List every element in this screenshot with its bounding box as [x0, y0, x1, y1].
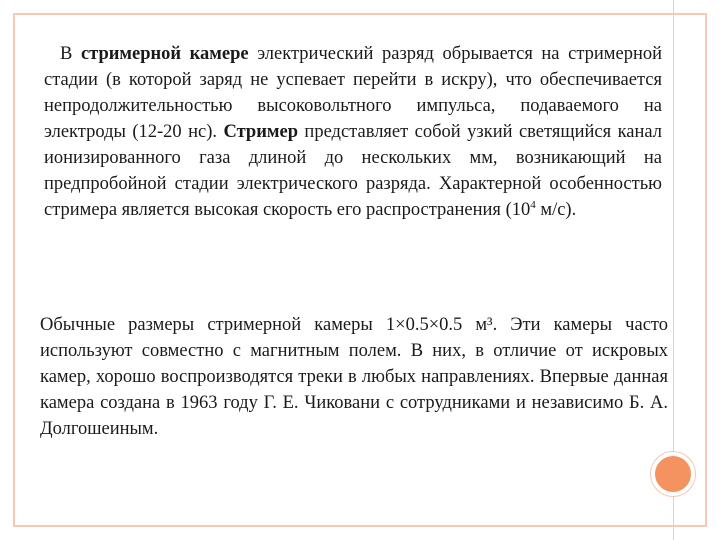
exponent: 4	[530, 198, 536, 211]
text-run: В	[60, 44, 81, 64]
term-streamer-chamber: стримерной камере	[80, 44, 249, 64]
decorative-circle	[651, 452, 695, 496]
text-run: представляет собой узкий светящийся канал ионизированного газа длиной до нескольких мм, возникающий на предпробойной стадии электрического разряда. Характерной особенностью стримера является высокая скорость его распространения (10	[44, 122, 662, 220]
paragraph-chamber-dimensions: Обычные размеры стримерной камеры 1×0.5×0.5 м³. Эти камеры часто используют совместно с магнитным полем. В них, в отличие от искровых камер, хорошо воспроизводятся треки в любых направлениях. Впервые данная камера создана в 1963 году Г. Е. Чиковани с сотрудниками и независимо Б. А. Долгошеиным.	[40, 315, 668, 439]
text-run: м/с).	[535, 200, 577, 220]
term-streamer: Стример	[223, 122, 298, 142]
text-run: электрический разряд обрывается на стримерной стадии (в которой заряд не успевает перейти в искру), что обеспечивается непродолжительностью высоковольтного импульса, подаваемого на электроды (12-20 нс).	[44, 44, 662, 142]
paragraph-streamer-chamber	[44, 41, 662, 223]
